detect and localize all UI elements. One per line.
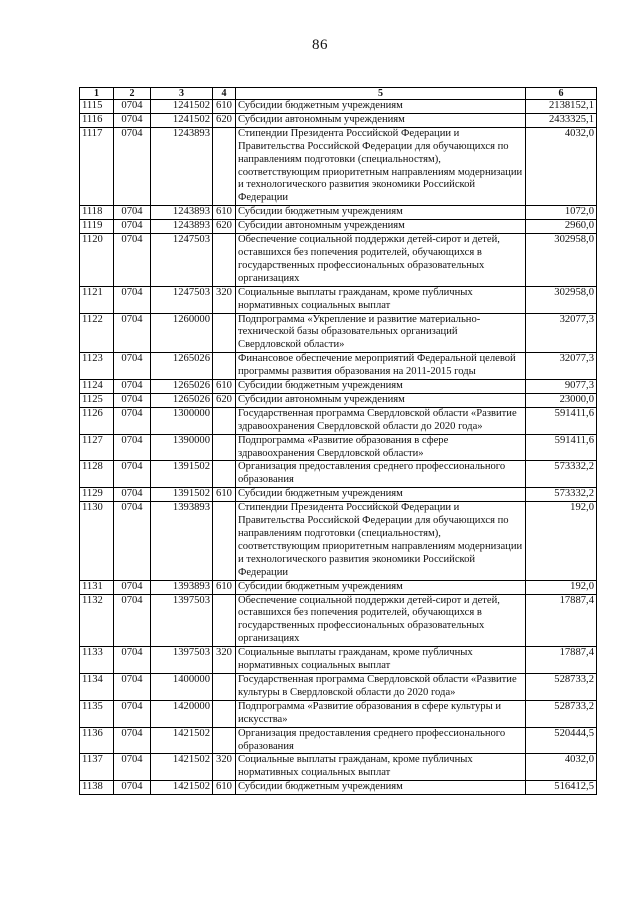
item-name-cell: Социальные выплаты гражданам, кроме публичных нормативных социальных выплат <box>236 754 526 781</box>
table-row <box>80 434 597 461</box>
row-number-cell: 1133 <box>80 647 114 674</box>
target-article-cell: 1391502 <box>151 461 213 488</box>
row-number-cell: 1121 <box>80 286 114 313</box>
item-name-cell: Подпрограмма «Развитие образования в сфере культуры и искусства» <box>236 700 526 727</box>
row-number-cell: 1131 <box>80 580 114 594</box>
expense-type-cell: 610 <box>213 488 236 502</box>
section-code-cell: 0704 <box>114 100 151 114</box>
header-cell: 3 <box>151 88 213 100</box>
section-code-cell: 0704 <box>114 594 151 647</box>
expense-type-cell <box>213 461 236 488</box>
amount-cell: 4032,0 <box>526 754 597 781</box>
section-code-cell: 0704 <box>114 502 151 580</box>
item-name-cell: Организация предоставления среднего профессионального образования <box>236 461 526 488</box>
section-code-cell: 0704 <box>114 234 151 287</box>
section-code-cell: 0704 <box>114 380 151 394</box>
target-article-cell: 1400000 <box>151 673 213 700</box>
expense-type-cell: 610 <box>213 781 236 795</box>
section-code-cell: 0704 <box>114 313 151 353</box>
table-row <box>80 220 597 234</box>
table-row <box>80 407 597 434</box>
table-row <box>80 700 597 727</box>
amount-cell: 591411,6 <box>526 407 597 434</box>
row-number-cell: 1132 <box>80 594 114 647</box>
table-header-row <box>80 88 597 100</box>
row-number-cell: 1134 <box>80 673 114 700</box>
item-name-cell: Подпрограмма «Развитие образования в сфере здравоохранения Свердловской области» <box>236 434 526 461</box>
amount-cell: 520444,5 <box>526 727 597 754</box>
table-row <box>80 727 597 754</box>
header-cell: 1 <box>80 88 114 100</box>
expense-type-cell <box>213 313 236 353</box>
table-row <box>80 127 597 205</box>
target-article-cell: 1390000 <box>151 434 213 461</box>
section-code-cell: 0704 <box>114 286 151 313</box>
row-number-cell: 1123 <box>80 353 114 380</box>
table-row <box>80 313 597 353</box>
expense-type-cell <box>213 353 236 380</box>
expense-type-cell <box>213 594 236 647</box>
target-article-cell: 1421502 <box>151 781 213 795</box>
row-number-cell: 1124 <box>80 380 114 394</box>
row-number-cell: 1120 <box>80 234 114 287</box>
expense-type-cell <box>213 700 236 727</box>
expense-type-cell: 610 <box>213 380 236 394</box>
expense-type-cell <box>213 434 236 461</box>
expense-type-cell <box>213 234 236 287</box>
item-name-cell: Подпрограмма «Укрепление и развитие материально-технической базы образовательных организаций Свердловской области» <box>236 313 526 353</box>
table-row <box>80 393 597 407</box>
row-number-cell: 1122 <box>80 313 114 353</box>
amount-cell: 2433325,1 <box>526 113 597 127</box>
target-article-cell: 1243893 <box>151 127 213 205</box>
section-code-cell: 0704 <box>114 206 151 220</box>
row-number-cell: 1119 <box>80 220 114 234</box>
expense-type-cell: 610 <box>213 100 236 114</box>
item-name-cell: Государственная программа Свердловской области «Развитие здравоохранения Свердловской области до 2020 года» <box>236 407 526 434</box>
target-article-cell: 1243893 <box>151 206 213 220</box>
amount-cell: 528733,2 <box>526 673 597 700</box>
expense-type-cell <box>213 727 236 754</box>
item-name-cell: Субсидии бюджетным учреждениям <box>236 580 526 594</box>
amount-cell: 192,0 <box>526 502 597 580</box>
section-code-cell: 0704 <box>114 127 151 205</box>
table-row <box>80 206 597 220</box>
header-cell: 2 <box>114 88 151 100</box>
item-name-cell: Финансовое обеспечение мероприятий Федеральной целевой программы развития образования на 2011-2015 годы <box>236 353 526 380</box>
section-code-cell: 0704 <box>114 220 151 234</box>
table-row <box>80 594 597 647</box>
table-row <box>80 380 597 394</box>
row-number-cell: 1128 <box>80 461 114 488</box>
row-number-cell: 1117 <box>80 127 114 205</box>
table-row <box>80 673 597 700</box>
row-number-cell: 1125 <box>80 393 114 407</box>
target-article-cell: 1393893 <box>151 502 213 580</box>
item-name-cell: Субсидии автономным учреждениям <box>236 393 526 407</box>
table-row <box>80 488 597 502</box>
item-name-cell: Социальные выплаты гражданам, кроме публичных нормативных социальных выплат <box>236 286 526 313</box>
row-number-cell: 1118 <box>80 206 114 220</box>
table-row <box>80 502 597 580</box>
amount-cell: 573332,2 <box>526 461 597 488</box>
amount-cell: 4032,0 <box>526 127 597 205</box>
target-article-cell: 1260000 <box>151 313 213 353</box>
row-number-cell: 1135 <box>80 700 114 727</box>
amount-cell: 9077,3 <box>526 380 597 394</box>
target-article-cell: 1265026 <box>151 380 213 394</box>
amount-cell: 32077,3 <box>526 313 597 353</box>
expense-type-cell <box>213 407 236 434</box>
expense-type-cell: 620 <box>213 393 236 407</box>
section-code-cell: 0704 <box>114 727 151 754</box>
row-number-cell: 1126 <box>80 407 114 434</box>
target-article-cell: 1241502 <box>151 100 213 114</box>
page-number: 86 <box>312 37 328 53</box>
section-code-cell: 0704 <box>114 113 151 127</box>
amount-cell: 302958,0 <box>526 234 597 287</box>
table-row <box>80 113 597 127</box>
section-code-cell: 0704 <box>114 393 151 407</box>
table-row <box>80 461 597 488</box>
row-number-cell: 1116 <box>80 113 114 127</box>
target-article-cell: 1300000 <box>151 407 213 434</box>
item-name-cell: Государственная программа Свердловской области «Развитие культуры в Свердловской области до 2020 года» <box>236 673 526 700</box>
item-name-cell: Стипендии Президента Российской Федерации и Правительства Российской Федерации для обучающихся по направлениям подготовки (специальностям), соответствующим приоритетным направлениям модернизации и технологического развития экономики Российской Федерации <box>236 127 526 205</box>
row-number-cell: 1138 <box>80 781 114 795</box>
section-code-cell: 0704 <box>114 353 151 380</box>
item-name-cell: Стипендии Президента Российской Федерации и Правительства Российской Федерации для обучающихся по направлениям подготовки (специальностям), соответствующим приоритетным направлениям модернизации и технологического развития экономики Российской Федерации <box>236 502 526 580</box>
target-article-cell: 1420000 <box>151 700 213 727</box>
target-article-cell: 1247503 <box>151 286 213 313</box>
item-name-cell: Социальные выплаты гражданам, кроме публичных нормативных социальных выплат <box>236 647 526 674</box>
target-article-cell: 1421502 <box>151 754 213 781</box>
row-number-cell: 1136 <box>80 727 114 754</box>
table-row <box>80 647 597 674</box>
expense-type-cell: 320 <box>213 286 236 313</box>
item-name-cell: Организация предоставления среднего профессионального образования <box>236 727 526 754</box>
section-code-cell: 0704 <box>114 407 151 434</box>
budget-table <box>79 87 597 795</box>
table-row <box>80 234 597 287</box>
section-code-cell: 0704 <box>114 434 151 461</box>
amount-cell: 2960,0 <box>526 220 597 234</box>
section-code-cell: 0704 <box>114 647 151 674</box>
section-code-cell: 0704 <box>114 580 151 594</box>
row-number-cell: 1129 <box>80 488 114 502</box>
table-row <box>80 286 597 313</box>
amount-cell: 591411,6 <box>526 434 597 461</box>
table-body <box>80 100 597 795</box>
section-code-cell: 0704 <box>114 781 151 795</box>
item-name-cell: Субсидии бюджетным учреждениям <box>236 206 526 220</box>
target-article-cell: 1393893 <box>151 580 213 594</box>
header-cell: 6 <box>526 88 597 100</box>
amount-cell: 516412,5 <box>526 781 597 795</box>
expense-type-cell: 620 <box>213 113 236 127</box>
row-number-cell: 1130 <box>80 502 114 580</box>
section-code-cell: 0704 <box>114 461 151 488</box>
expense-type-cell <box>213 502 236 580</box>
item-name-cell: Обеспечение социальной поддержки детей-сирот и детей, оставшихся без попечения родителей, обучающихся в государственных профессиональных образовательных организациях <box>236 594 526 647</box>
amount-cell: 32077,3 <box>526 353 597 380</box>
expense-type-cell <box>213 127 236 205</box>
target-article-cell: 1243893 <box>151 220 213 234</box>
item-name-cell: Субсидии бюджетным учреждениям <box>236 380 526 394</box>
item-name-cell: Субсидии бюджетным учреждениям <box>236 781 526 795</box>
table-row <box>80 781 597 795</box>
section-code-cell: 0704 <box>114 673 151 700</box>
amount-cell: 573332,2 <box>526 488 597 502</box>
amount-cell: 17887,4 <box>526 594 597 647</box>
row-number-cell: 1115 <box>80 100 114 114</box>
target-article-cell: 1391502 <box>151 488 213 502</box>
expense-type-cell: 320 <box>213 754 236 781</box>
amount-cell: 1072,0 <box>526 206 597 220</box>
target-article-cell: 1265026 <box>151 353 213 380</box>
amount-cell: 2138152,1 <box>526 100 597 114</box>
header-cell: 5 <box>236 88 526 100</box>
table-row <box>80 580 597 594</box>
amount-cell: 302958,0 <box>526 286 597 313</box>
section-code-cell: 0704 <box>114 700 151 727</box>
item-name-cell: Субсидии автономным учреждениям <box>236 220 526 234</box>
row-number-cell: 1137 <box>80 754 114 781</box>
header-cell: 4 <box>213 88 236 100</box>
target-article-cell: 1265026 <box>151 393 213 407</box>
row-number-cell: 1127 <box>80 434 114 461</box>
target-article-cell: 1247503 <box>151 234 213 287</box>
target-article-cell: 1421502 <box>151 727 213 754</box>
table-row <box>80 754 597 781</box>
amount-cell: 192,0 <box>526 580 597 594</box>
item-name-cell: Субсидии бюджетным учреждениям <box>236 100 526 114</box>
amount-cell: 23000,0 <box>526 393 597 407</box>
target-article-cell: 1397503 <box>151 594 213 647</box>
item-name-cell: Обеспечение социальной поддержки детей-сирот и детей, оставшихся без попечения родителей, обучающихся в государственных профессиональных образовательных организациях <box>236 234 526 287</box>
expense-type-cell: 610 <box>213 206 236 220</box>
expense-type-cell: 320 <box>213 647 236 674</box>
target-article-cell: 1241502 <box>151 113 213 127</box>
expense-type-cell <box>213 673 236 700</box>
section-code-cell: 0704 <box>114 754 151 781</box>
amount-cell: 528733,2 <box>526 700 597 727</box>
expense-type-cell: 610 <box>213 580 236 594</box>
table-row <box>80 353 597 380</box>
amount-cell: 17887,4 <box>526 647 597 674</box>
item-name-cell: Субсидии бюджетным учреждениям <box>236 488 526 502</box>
item-name-cell: Субсидии автономным учреждениям <box>236 113 526 127</box>
expense-type-cell: 620 <box>213 220 236 234</box>
target-article-cell: 1397503 <box>151 647 213 674</box>
section-code-cell: 0704 <box>114 488 151 502</box>
table-row <box>80 100 597 114</box>
